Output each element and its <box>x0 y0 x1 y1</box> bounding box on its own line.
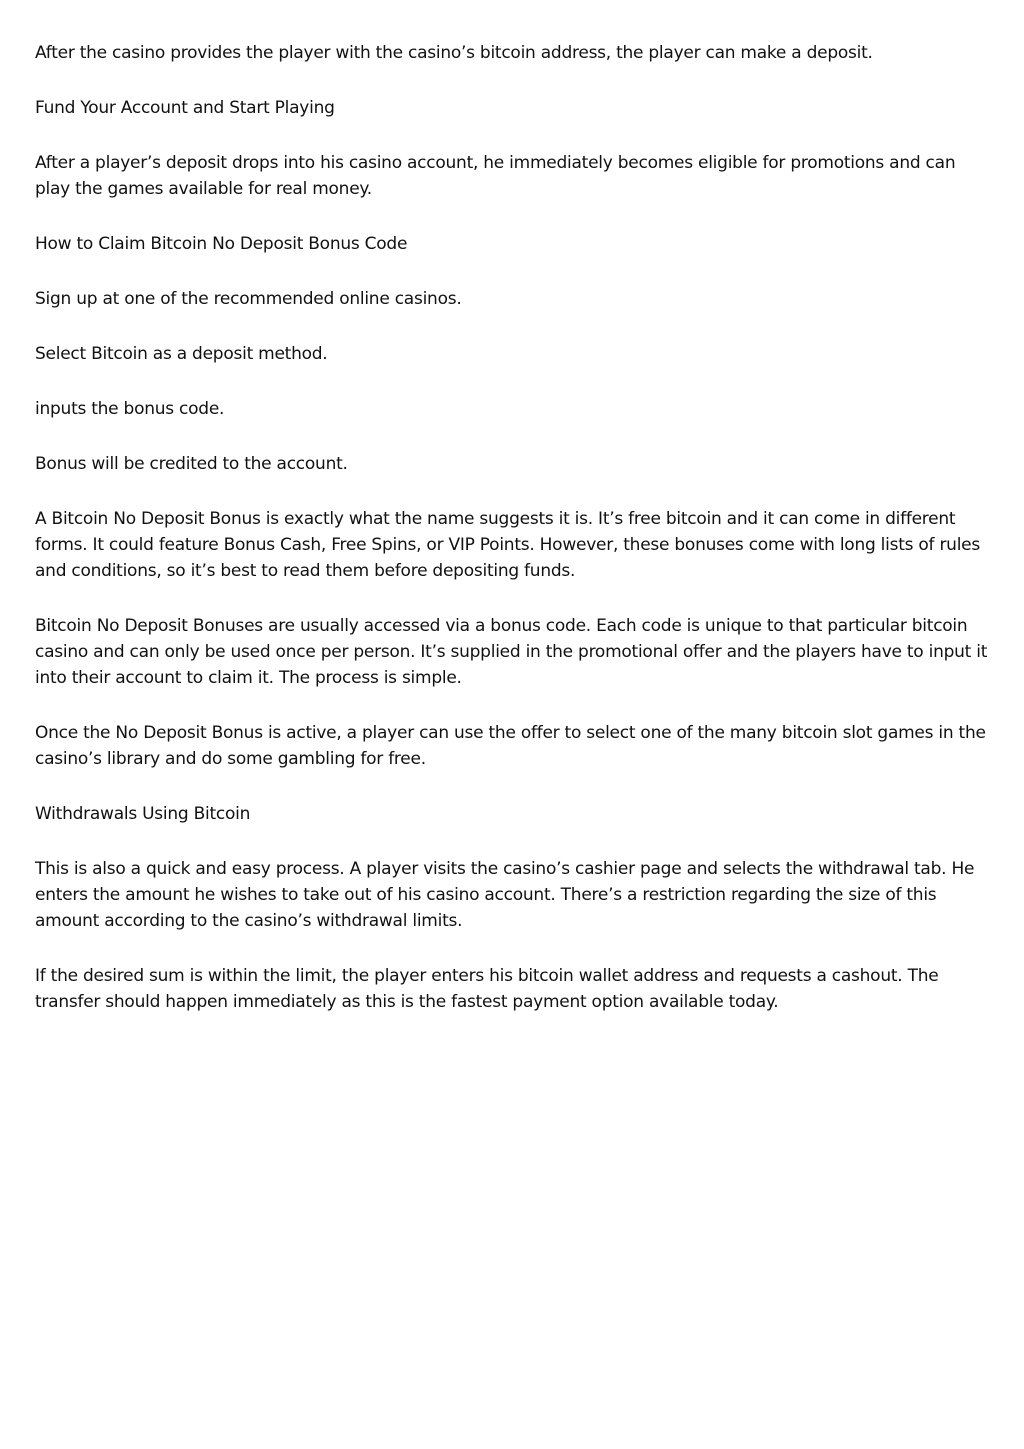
intro-paragraph: After the casino provides the player with the casino’s bitcoin address, the player can make a deposit. <box>35 43 873 63</box>
no-deposit-bonus-paragraph: A Bitcoin No Deposit Bonus is exactly what the name suggests it is. It’s free bitcoin and it can come in different forms. It could feature Bonus Cash, Free Spins, or VIP Points. However, these bonuses come with long lists of rules and conditions, so it’s best to read them before depositing funds. <box>35 509 980 581</box>
heading-withdrawals: Withdrawals Using Bitcoin <box>35 804 251 824</box>
step-select-bitcoin: Select Bitcoin as a deposit method. <box>35 344 328 364</box>
step-input-code: inputs the bonus code. <box>35 399 225 419</box>
heading-fund-account: Fund Your Account and Start Playing <box>35 98 335 118</box>
bonus-active-paragraph: Once the No Deposit Bonus is active, a player can use the offer to select one of the many bitcoin slot games in the casino’s library and do some gambling for free. <box>35 723 986 769</box>
step-sign-up: Sign up at one of the recommended online casinos. <box>35 289 462 309</box>
bonus-code-paragraph: Bitcoin No Deposit Bonuses are usually accessed via a bonus code. Each code is unique to that particular bitcoin casino and can only be used once per person. It’s supplied in the promotional offer and the players have to input it into their account to claim it. The process is simple. <box>35 616 988 688</box>
step-bonus-credited: Bonus will be credited to the account. <box>35 454 348 474</box>
withdrawal-process-paragraph: This is also a quick and easy process. A player visits the casino’s cashier page and selects the withdrawal tab. He enters the amount he wishes to take out of his casino account. There’s a restriction regarding the size of this amount according to the casino’s withdrawal limits. <box>35 859 975 931</box>
document-page <box>35 40 995 1044</box>
deposit-paragraph: After a player’s deposit drops into his casino account, he immediately becomes eligible for promotions and can play the games available for real money. <box>35 153 956 199</box>
heading-claim-bonus: How to Claim Bitcoin No Deposit Bonus Code <box>35 234 408 254</box>
cashout-paragraph: If the desired sum is within the limit, the player enters his bitcoin wallet address and requests a cashout. The transfer should happen immediately as this is the fastest payment option available today. <box>35 966 939 1012</box>
